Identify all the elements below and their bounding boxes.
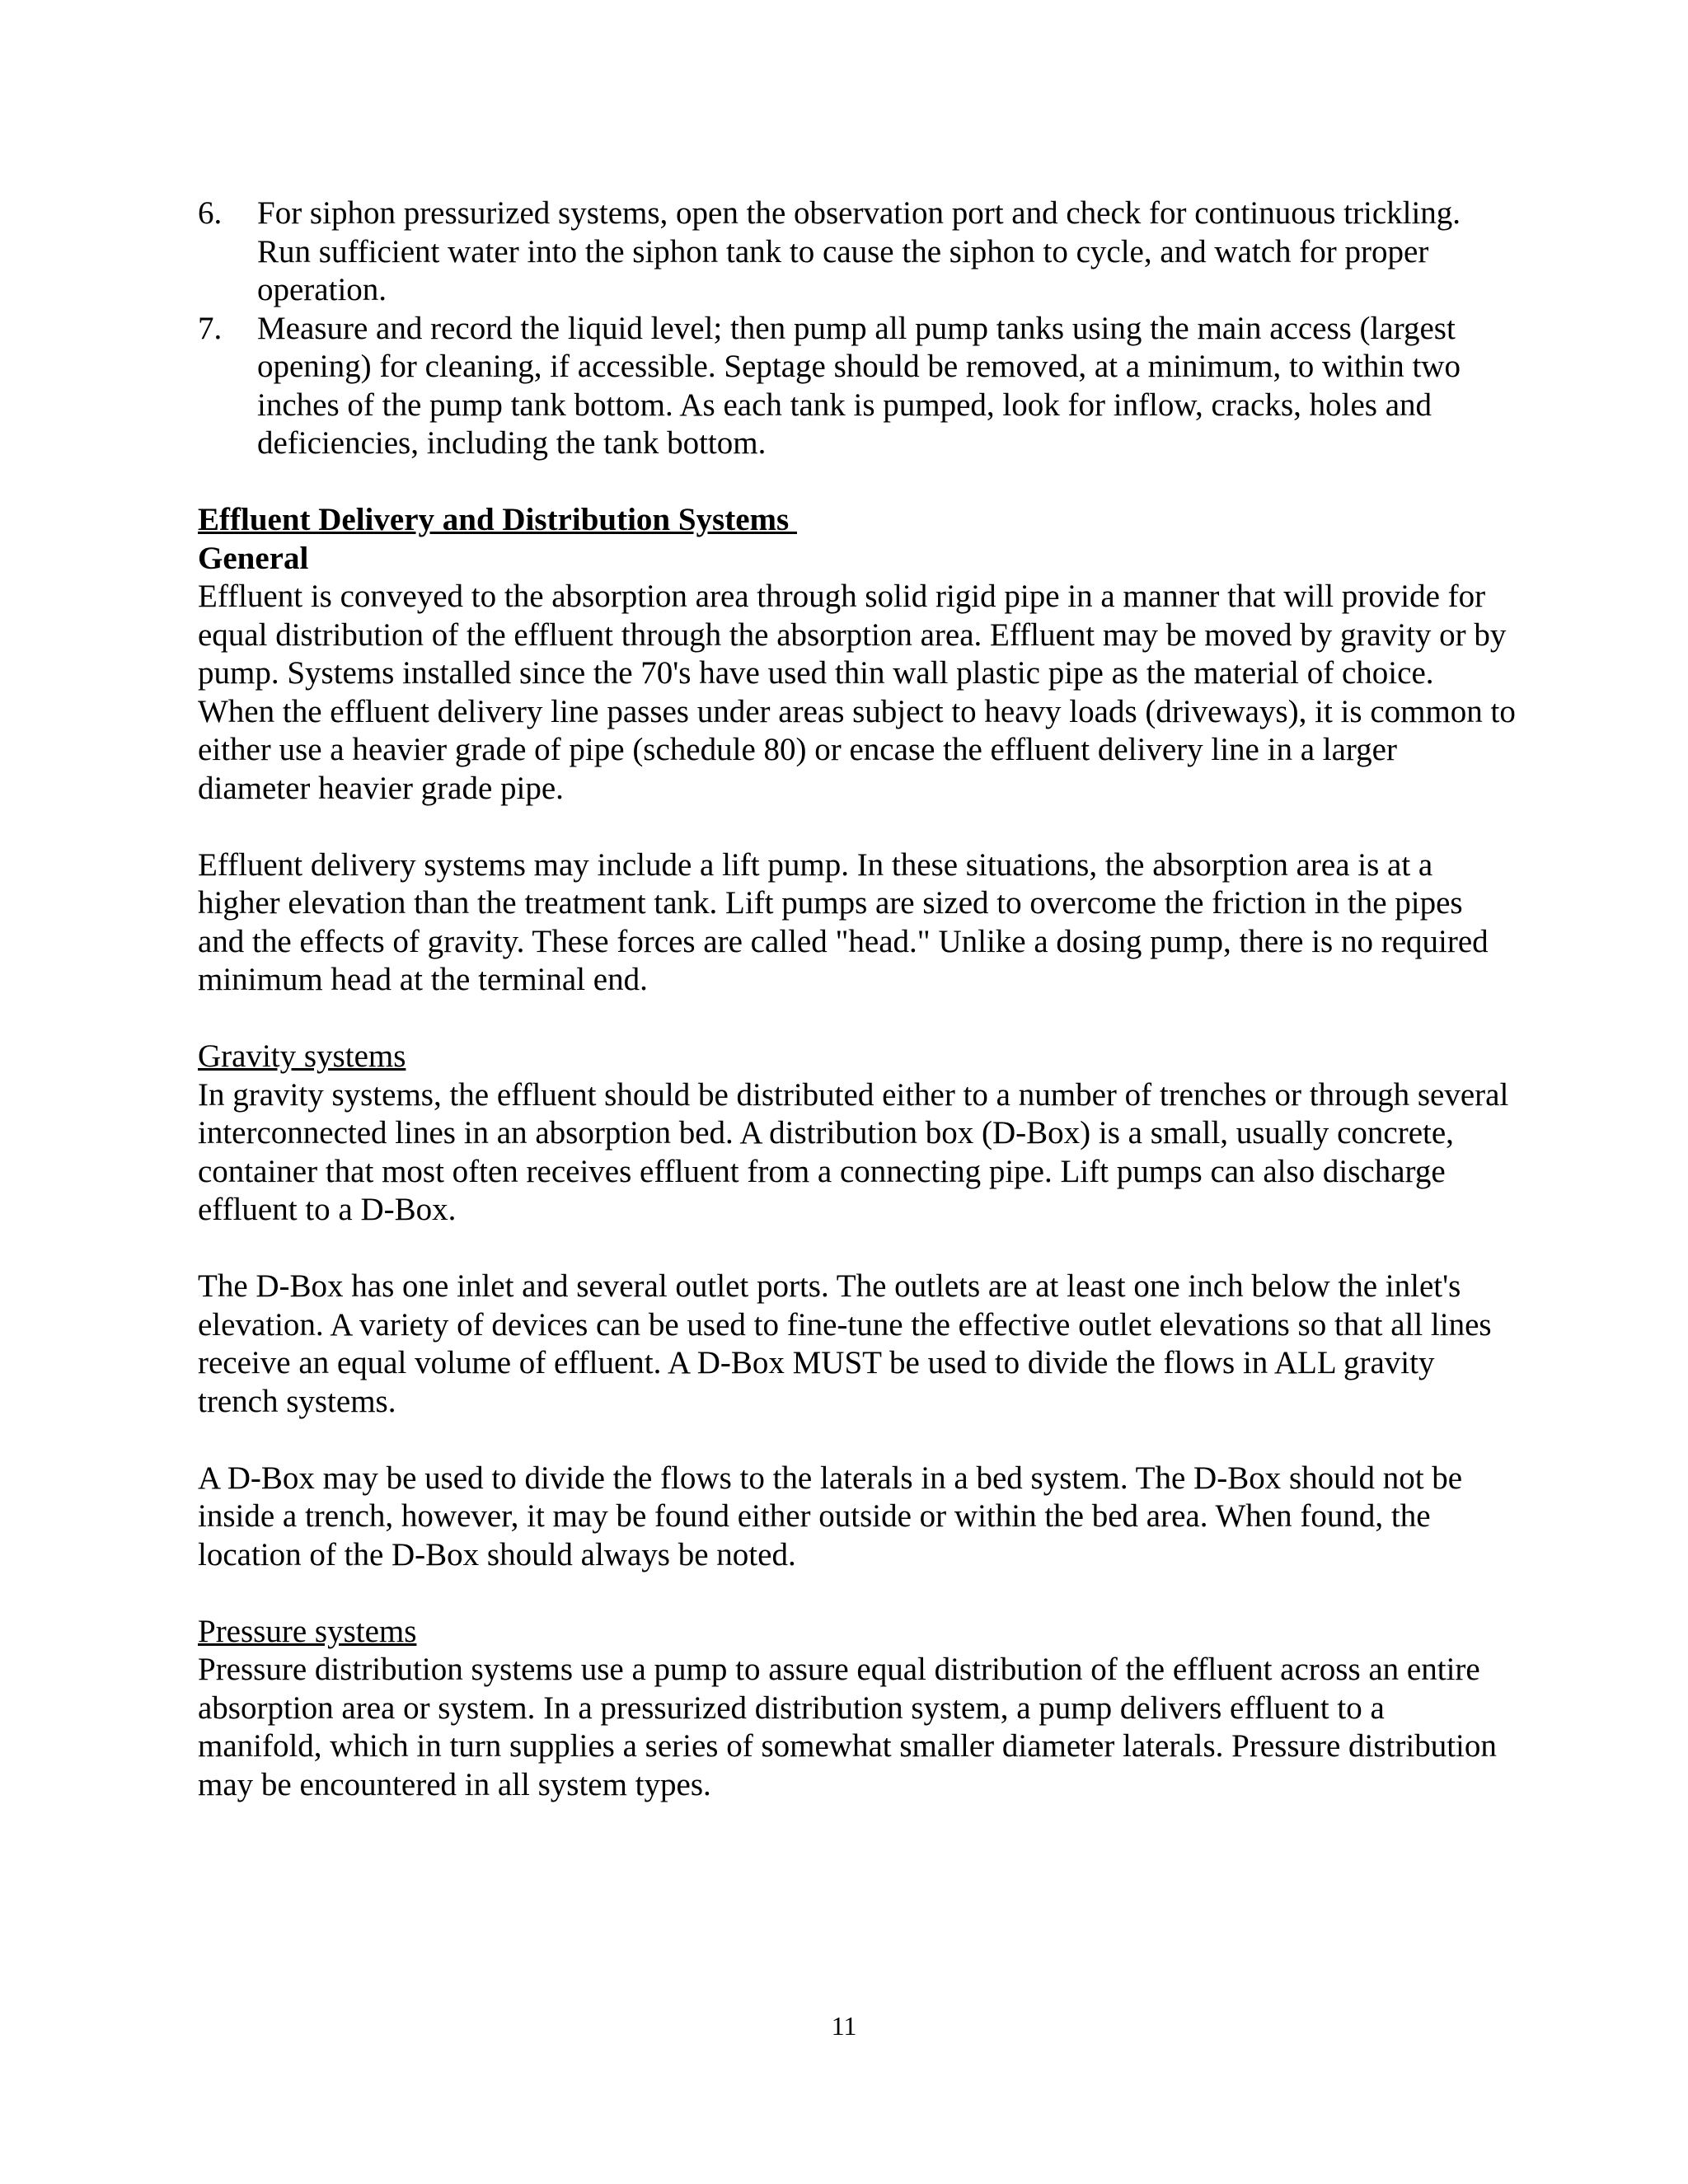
blank-line [198,1421,1517,1460]
paragraph-gravity-3: A D-Box may be used to divide the flows to the laterals in a bed system. The D-Box should not be inside a trench, however, it may be found either outside or within the bed area. When found, the location of the D-Box should always be noted. [198,1460,1463,1572]
paragraph-general-1: Effluent is conveyed to the absorption area through solid rigid pipe in a manner that will provide for equal distribution of the effluent through the absorption area. Effluent may be moved by gravity or by pump. Systems installed since the 70's have used thin wall plastic pipe as the material of choice. When the effluent delivery line passes under areas subject to heavy loads (driveways), it is common to either use a heavier grade of pipe (schedule 80) or encase the effluent delivery line in a larger diameter heavier grade pipe. [198,579,1516,806]
list-item [198,194,1517,310]
blank-line [198,463,1517,502]
blank-line [198,1230,1517,1268]
section-heading: Effluent Delivery and Distribution Systems [198,502,797,537]
subsection-heading-gravity: Gravity systems [198,1038,406,1074]
paragraph-gravity-2: The D-Box has one inlet and several outlet ports. The outlets are at least one inch below the inlet's elevation. A variety of devices can be used to fine-tune the effective outlet elevations so that all lines receive an equal volume of effluent. A D-Box MUST be used to divide the flows in ALL gravity trench systems. [198,1268,1492,1419]
paragraph-gravity-1: In gravity systems, the effluent should be distributed either to a number of trenches or through several interconnected lines in an absorption bed. A distribution box (D-Box) is a small, usually concrete, container that most often receives effluent from a connecting pipe. Lift pumps can also discharge effluent to a D-Box. [198,1076,1509,1227]
list-item-text: For siphon pressurized systems, open the observation port and check for continuous trickling. Run sufficient water into the siphon tank to cause the siphon to cycle, and watch for proper operation. [257,195,1461,307]
subsection-heading-general: General [198,540,309,576]
blank-line [198,1000,1517,1038]
subsection-heading-pressure: Pressure systems [198,1613,417,1649]
list-item-number: 7. [198,310,223,346]
page-content [198,194,1517,1804]
list-item-text: Measure and record the liquid level; then pump all pump tanks using the main access (largest opening) for cleaning, if accessible. Septage should be removed, at a minimum, to within two inches of the pump tank bottom. As each tank is pumped, look for inflow, cracks, holes and deficiencies, including the tank bottom. [257,310,1461,461]
list-item-number: 6. [198,195,223,231]
paragraph-general-2: Effluent delivery systems may include a lift pump. In these situations, the absorption area is at a higher elevation than the treatment tank. Lift pumps are sized to overcome the friction in the pipes and the effects of gravity. These forces are called "head." Unlike a dosing pump, there is no required minimum head at the terminal end. [198,846,1489,997]
list-item [198,310,1517,463]
blank-line [198,1574,1517,1613]
paragraph-pressure-1: Pressure distribution systems use a pump to assure equal distribution of the effluent across an entire absorption area or system. In a pressurized distribution system, a pump delivers effluent to a manifold, which in turn supplies a series of somewhat smaller diameter laterals. Pressure distribution may be encountered in all system types. [198,1652,1497,1802]
page-number: 11 [831,2011,857,2041]
numbered-list [198,194,1517,463]
blank-line [198,808,1517,846]
